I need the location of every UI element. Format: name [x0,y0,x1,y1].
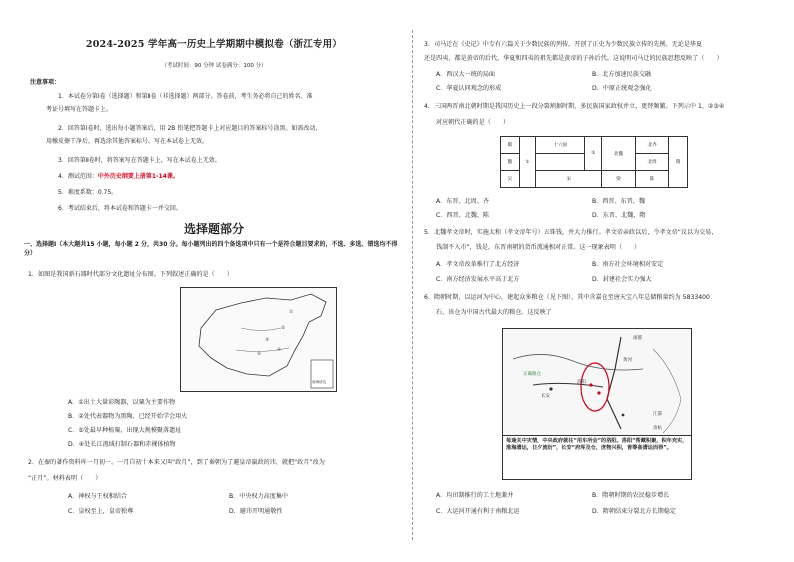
q3-option-c[interactable]: C．华夏认同观念的形成 [436,85,502,92]
exam-title: 2024-2025 学年高一历史上学期期中模拟卷（浙江专用） [85,39,343,50]
q3-option-a[interactable]: A．西汉大一统的局面 [436,71,496,78]
note-line: 1．本试卷分第Ⅰ卷（选择题）和第Ⅱ卷（非选择题）两部分。答卷前，考生务必将自己的姓名、准 [58,93,313,100]
note-line: 3．回答第Ⅱ卷时，将答案写在答题卡上，写在本试卷上无效。 [58,157,221,164]
note-line: 考证号填写在答题卡上。 [46,106,113,113]
table-cell: 隋 [669,137,688,188]
canal-map-drawing [503,329,691,435]
scope-prefix: 4．测试范围： [58,173,98,180]
section-description: 一、选择题Ⅰ（本大题共15 小题，每小题 2 分，共30 分。每小题列出的四个备选项中只有一个是符合题目要求的，不选、多选、错选均不得分） [24,241,398,258]
table-cell: ① [519,137,536,188]
left-column [24,0,404,562]
section-title: 选择题部分 [183,222,244,236]
sui-granary-map [502,328,692,480]
column-divider [412,30,413,540]
neolithic-sites-map [180,287,337,392]
question-6-stem: 6．隋朝时期，以运河为中心，建起众多粮仓（见下图），其中含嘉仓至唐天宝八年总储粮量约为 5833400 [424,294,710,301]
table-cell: ② [585,137,602,171]
table-cell: 北齐 [635,137,669,154]
table-cell: 北魏 [602,137,636,171]
table-cell [536,154,585,171]
note-line: 用橡皮擦干净后，再选涂其他答案标号。写在本试卷上无效。 [46,138,209,145]
table-cell: 宋 [536,171,602,188]
q6-option-b[interactable]: B．隋朝时期的农民稳步增长 [592,492,670,499]
q2-option-b[interactable]: B．中央权力高度集中 [229,493,289,500]
label-zhuojun: 涿郡 [633,336,642,341]
table-cell: 吴 [501,171,520,188]
table-cell: 梁 [602,171,636,188]
q4-option-c[interactable]: C．西晋、北魏、陈 [436,212,490,219]
dynasty-table [500,136,688,188]
scope-value: 中外历史纲要上册第1-14课。 [97,173,179,180]
label-luoyang: 洛阳 [577,380,586,385]
map-marker-1: ① [289,310,294,315]
q6-option-a[interactable]: A．均田制推行的工土地兼并 [436,492,514,499]
note-line: 6．考试结束后，将本试卷和答题卡一并交回。 [58,205,182,212]
map-marker-4: ④ [277,348,282,353]
map-marker-5: ⑤ [257,352,262,357]
question-5-stem-cont: 钱制不入市”，钱是，东晋南朝的货币流通相对正常。这一现象表明（ ） [436,244,641,251]
q5-option-a[interactable]: A．孝文帝改革推行了北方经济 [436,261,520,268]
label-jiangdu: 江都 [653,412,662,417]
table-cell: 魏 [501,154,520,171]
question-2-stem: 2．在秦的著作资料库一月初一。一月自初十本来又叫“政月”，到了秦朝为了避皇帝嬴政的讳，就把“政月”改为 [28,459,325,466]
map-caption: 每逢关中灾情，中央政府就往“用车所会”的洛阳。洛阳“帮藏积聚，积年充实，淮海漕运，日夕流衍”，长安“府库及仓，庶物兴积，皆筹备漕运而得”。 [503,435,691,479]
q5-option-d[interactable]: D．封建社会实力强大 [592,276,652,283]
q4-option-b[interactable]: B．西晋、东晋、魏 [592,198,645,205]
note-line: 2．回答第Ⅰ卷时，选出每小题答案后，用 2B 铅笔把答题卡上对应题目的答案标号涂黑。如需改动， [58,125,322,132]
q1-option-a[interactable]: A．①出土大量彩陶器，以粟为主要作物 [68,399,176,406]
q2-option-d[interactable]: D．避讳开明通敬性 [229,508,283,515]
q3-option-d[interactable]: D．中原正统观念强化 [592,85,652,92]
label-yuhang: 余杭 [653,426,662,431]
q4-option-a[interactable]: A．东晋、北周、齐 [436,198,489,205]
exam-subtitle: （考试时间：90 分钟 试卷满分：100 分） [161,63,267,69]
question-5-stem: 5．北魏孝文帝时，实施太和（孝文帝年号）五铢钱，并大力推行。孝文帝亲政以后，令孝文帝“议以为交易， [424,229,718,236]
q6-option-c[interactable]: C．大运河开通有利于南粮北运 [436,508,520,515]
q1-option-b[interactable]: B．②处代表器物为黑陶，已经开始学会用火 [68,413,188,420]
note-scope [58,172,388,181]
question-2-stem-cont: “正月”。材料表明（ ） [28,475,102,482]
map-marker-2: ② [281,326,286,331]
china-map-outline [181,288,336,391]
q5-option-b[interactable]: B．南方社会环境相对安定 [592,261,664,268]
label-changan: 长安 [541,394,550,399]
q1-option-c[interactable]: C．⑤处最早种植粟，出现大规模聚落遗址 [68,427,182,434]
q5-option-c[interactable]: C．南方经济发展水平高于北方 [436,276,520,283]
table-cell: 十六国 [536,137,585,154]
q3-option-b[interactable]: B．北方加速民族交融 [592,71,652,78]
table-cell: 蜀 [501,137,520,154]
question-3-stem-cont: 还是四夷，都是黄帝的后代，华夏和四夷的祖先都是黄帝的子孙后代。这说明司马迁的民族思想反映了（ ） [424,55,723,62]
q2-option-a[interactable]: A．神权与王权相结合 [68,493,128,500]
question-4-stem-cont: 对应朝代正确的是（ ） [436,119,510,126]
q2-option-c[interactable]: C．皇权至上，皇帝独尊 [68,508,134,515]
south-sea-inset-label: 南海诸岛 [312,380,327,384]
label-granary-legend: 正确粮仓 [523,372,541,377]
note-line: 5．难度系数：0.75。 [58,189,118,196]
label-yellow-river: 黄河 [623,358,632,363]
q4-option-d[interactable]: D．东晋、北魏、隋 [592,212,646,219]
question-6-stem-cont: 石，该仓为中国古代最大的粮仓。这反映了 [436,309,552,316]
table-cell: 陈 [635,171,669,188]
q6-option-d[interactable]: D．隋朝结束分裂北方长期稳定 [592,508,676,515]
map-marker-3: ③ [265,338,270,343]
notes-heading: 注意事项： [30,79,61,86]
q1-option-d[interactable]: D．④处长江流域打制石器和赤裸体植物 [68,441,176,448]
question-3-stem: 3．司马迁在《史记》中专有六篇关于少数民族的列传，开创了正史为少数民族立传的先例。无论是华夏 [424,41,703,48]
table-cell: 北周 [635,154,669,171]
question-4-stem: 4．三国两晋南北朝时期是我国历史上一段分裂割据时期，多民族国家政权并立，更替频繁。下列示中 1，②③④ [424,103,725,110]
question-1-stem: 1．如图是我国新石器时代部分文化遗址分布图。下列叙述正确的是（ ） [28,271,233,278]
